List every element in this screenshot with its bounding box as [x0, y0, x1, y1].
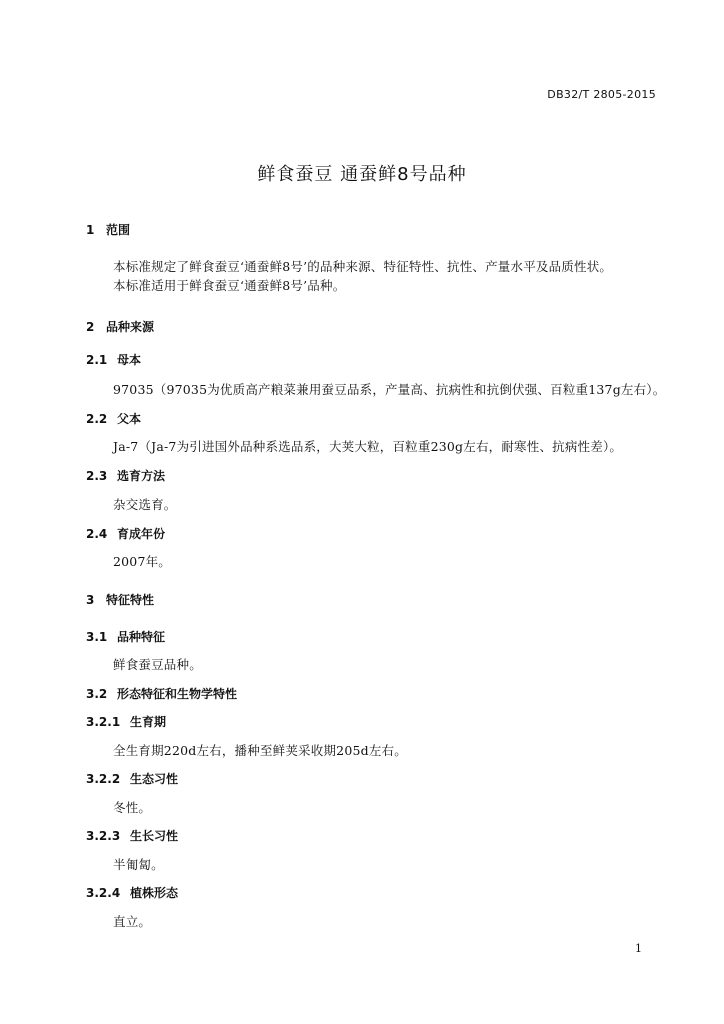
section-number: 3: [86, 593, 95, 607]
section-number: 2.4: [86, 527, 108, 541]
paragraph-female-parent: 97035（97035为优质高产粮菜兼用蚕豆品系，产量高、抗病性和抗倒伏强、百粒重137g左右）。: [113, 382, 666, 397]
section-number: 3.2.3: [86, 829, 121, 843]
heading-section-3-2-2: [86, 770, 178, 787]
section-number: 2.2: [86, 412, 108, 426]
section-number: 2.3: [86, 469, 108, 483]
section-title: 育成年份: [117, 527, 166, 541]
heading-section-3-2-3: [86, 827, 178, 844]
section-number: 3.2.2: [86, 772, 121, 786]
heading-section-2-1: [86, 351, 141, 368]
paragraph-variety-feature: 鲜食蚕豆品种。: [113, 657, 202, 672]
paragraph-scope-2: 本标准适用于鲜食蚕豆‘通蚕鲜8号’品种。: [113, 278, 346, 293]
section-title: 品种来源: [106, 320, 155, 334]
paragraph-growth-period: 全生育期220d左右，播种至鲜荚采收期205d左右。: [113, 743, 407, 758]
section-number: 3.2.1: [86, 715, 121, 729]
section-title: 选育方法: [117, 469, 166, 483]
section-title: 形态特征和生物学特性: [117, 687, 238, 701]
paragraph-breeding-method: 杂交选育。: [113, 497, 177, 512]
section-title: 父本: [117, 412, 142, 426]
section-number: 1: [86, 223, 95, 237]
paragraph-scope-1: 本标准规定了鲜食蚕豆‘通蚕鲜8号’的品种来源、特征特性、抗性、产量水平及品质性状。: [113, 259, 613, 274]
section-title: 植株形态: [130, 886, 179, 900]
heading-section-3-2-4: [86, 884, 178, 901]
section-title: 特征特性: [106, 593, 155, 607]
section-title: 范围: [106, 223, 131, 237]
heading-section-2-2: [86, 410, 141, 427]
heading-section-2-4: [86, 525, 165, 542]
heading-section-1: [86, 221, 130, 238]
section-title: 品种特征: [117, 630, 166, 644]
section-number: 3.1: [86, 630, 108, 644]
paragraph-growth-habit: 半匍匐。: [113, 857, 164, 872]
section-title: 生长习性: [130, 829, 179, 843]
page-number: 1: [635, 942, 642, 955]
paragraph-ecological-habit: 冬性。: [113, 800, 152, 815]
paragraph-breeding-year: 2007年。: [113, 554, 172, 569]
section-title: 生育期: [130, 715, 167, 729]
section-number: 2.1: [86, 353, 108, 367]
heading-section-3-2: [86, 685, 237, 702]
section-number: 3.2: [86, 687, 108, 701]
section-title: 生态习性: [130, 772, 179, 786]
section-title: 母本: [117, 353, 142, 367]
paragraph-plant-form: 直立。: [113, 914, 152, 929]
section-number: 3.2.4: [86, 886, 121, 900]
heading-section-3-1: [86, 628, 165, 645]
paragraph-male-parent: Ja-7（Ja-7为引进国外品种系选品系，大荚大粒，百粒重230g左右，耐寒性、抗病性差）。: [113, 439, 623, 454]
standard-code: DB32/T 2805-2015: [547, 88, 656, 101]
heading-section-2-3: [86, 467, 165, 484]
heading-section-3-2-1: [86, 713, 166, 730]
section-number: 2: [86, 320, 95, 334]
heading-section-3: [86, 591, 154, 608]
document-title: 鲜食蚕豆 通蚕鲜8号品种: [257, 164, 467, 185]
heading-section-2: [86, 318, 154, 335]
